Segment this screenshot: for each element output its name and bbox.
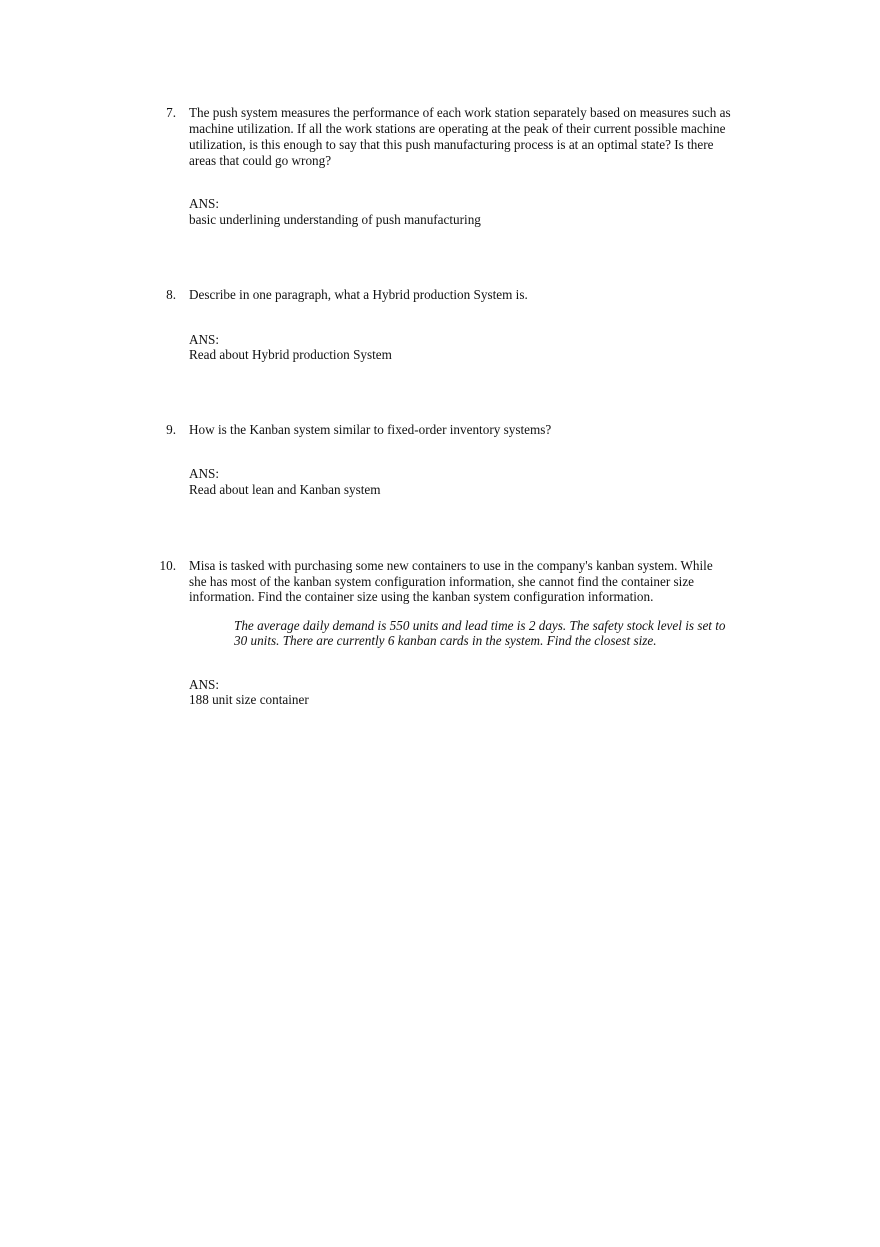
question-text: information. Find the container size using the kanban system configuration information. [189, 589, 654, 604]
question-number: 10. [159, 558, 176, 573]
answer-text: Read about lean and Kanban system [189, 482, 381, 497]
question-number: 8. [166, 287, 176, 302]
question-text: The push system measures the performance of each work station separately based on measures such as [189, 105, 731, 120]
question-scenario: The average daily demand is 550 units and lead time is 2 days. The safety stock level is set to [234, 618, 726, 633]
question-text: she has most of the kanban system configuration information, she cannot find the container size [189, 574, 695, 589]
answer-text: basic underlining understanding of push manufacturing [189, 212, 481, 227]
question-text: How is the Kanban system similar to fixed-order inventory systems? [189, 422, 552, 437]
answer-label: ANS: [189, 466, 220, 481]
question-number: 9. [166, 422, 176, 437]
question-text: Misa is tasked with purchasing some new containers to use in the company's kanban system. While [189, 558, 713, 573]
question-text: areas that could go wrong? [189, 153, 332, 168]
answer-label: ANS: [189, 196, 220, 211]
question-number: 7. [166, 105, 176, 120]
answer-text: 188 unit size container [189, 692, 309, 707]
question-text: utilization, is this enough to say that this push manufacturing process is at an optimal state? Is there [189, 137, 714, 152]
answer-label: ANS: [189, 332, 220, 347]
answer-text: Read about Hybrid production System [189, 347, 392, 362]
question-text: machine utilization. If all the work stations are operating at the peak of their current possible machine [189, 121, 726, 136]
question-text: Describe in one paragraph, what a Hybrid production System is. [189, 287, 528, 302]
question-scenario: 30 units. There are currently 6 kanban cards in the system. Find the closest size. [234, 633, 657, 648]
answer-label: ANS: [189, 677, 220, 692]
